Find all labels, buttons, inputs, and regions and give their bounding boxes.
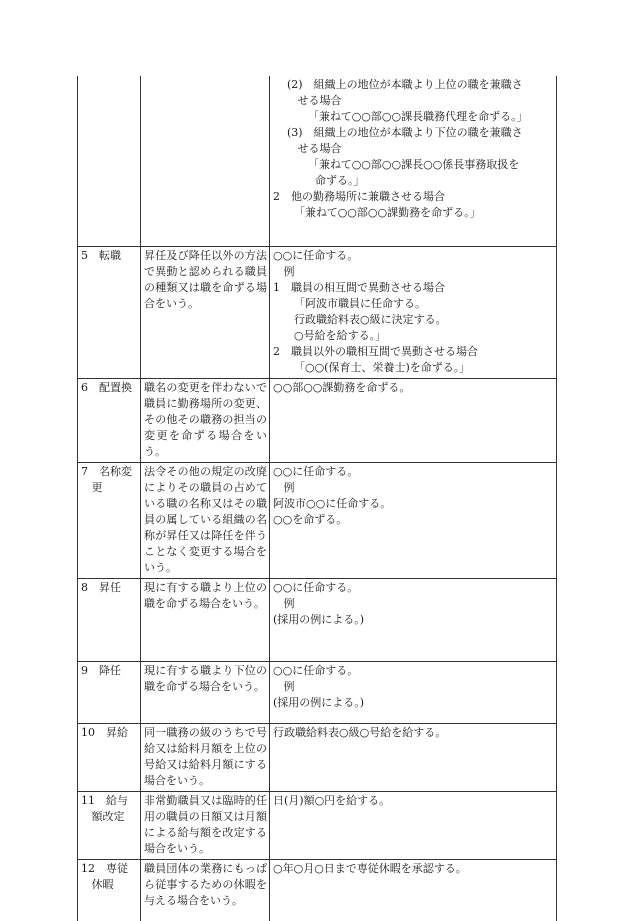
- example-line: ○○を命ずる。: [273, 512, 348, 526]
- example-line: 「兼ねて○○部○○課長○○係長事務取扱を: [273, 158, 520, 171]
- example-line: せる場合: [273, 94, 342, 107]
- example-line: 例: [273, 679, 295, 693]
- category-cell: [78, 76, 141, 246]
- category-cell: [78, 661, 141, 723]
- category-label: 12 専従 休暇: [81, 861, 128, 891]
- example-line: 「阿波市職員に任命する。: [273, 296, 426, 310]
- example-cell: [270, 246, 557, 378]
- example-line: ○○に任命する。: [273, 464, 359, 478]
- description-text: 法令その他の規定の改廃によりその職員の占めている職の名称又はその職員の属している組織の名称が昇任又は降任を伴うことなく変更する場合をいう。: [144, 464, 267, 574]
- description-text: 同一職務の級のうちで号給又は給料月額を上位の号給又は給料月額にする場合をいう。: [144, 725, 267, 787]
- description-text: 非常勤職員又は臨時的任用の職員の日額又は月額による給与額を改定する場合をいう。: [144, 793, 267, 855]
- example-cell: [270, 661, 557, 723]
- table-row: [78, 723, 557, 791]
- example-line: 例: [273, 596, 295, 610]
- example-line: 命ずる。」: [273, 174, 365, 187]
- example-cell: [270, 859, 557, 921]
- category-cell: [78, 723, 141, 791]
- table-body: [78, 76, 557, 921]
- description-text: 職名の変更を伴わないで職員に勤務場所の変更、その他その職務の担当の変更を命ずる場合をいう。: [144, 380, 267, 458]
- table-row: [78, 661, 557, 723]
- example-line: ○○に任命する。: [273, 248, 359, 262]
- table-row: [78, 791, 557, 859]
- category-cell: [78, 246, 141, 378]
- example-line: (採用の例による。): [273, 612, 365, 626]
- category-label: 7 名称変 更: [81, 464, 132, 494]
- category-cell: [78, 462, 141, 578]
- example-line: せる場合: [273, 142, 342, 155]
- example-line: (3) 組織上の地位が本職より下位の職を兼職さ: [273, 126, 523, 139]
- example-line: 行政職給料表○級○号給を給する。: [273, 725, 447, 739]
- category-cell: [78, 791, 141, 859]
- example-line: 2 職員以外の職相互間で異動させる場合: [273, 344, 478, 358]
- example-cell: [270, 723, 557, 791]
- description-cell: [141, 791, 270, 859]
- example-line: 例: [273, 480, 295, 494]
- example-line: 日(月)額○円を給する。: [273, 793, 391, 807]
- description-cell: [141, 723, 270, 791]
- description-cell: [141, 246, 270, 378]
- example-cell: [270, 378, 557, 462]
- description-text: 現に有する職より上位の職を命ずる場合をいう。: [144, 580, 267, 610]
- example-line: 「○○(保育士、栄養士)を命ずる。」: [273, 360, 471, 374]
- example-line: 阿波市○○に任命する。: [273, 496, 392, 510]
- category-label: 9 降任: [81, 663, 121, 677]
- example-line: ○年○月○日まで専従休暇を承認する。: [273, 861, 467, 875]
- example-line: ○○部○○課勤務を命ずる。: [273, 380, 411, 394]
- example-line: 1 職員の相互間で異動させる場合: [273, 280, 445, 294]
- description-text: 昇任及び降任以外の方法で異動と認められる職員の種類又は職を命ずる場合をいう。: [144, 248, 267, 310]
- description-cell: [141, 859, 270, 921]
- category-cell: [78, 859, 141, 921]
- description-text: 職員団体の業務にもっぱら従事するための休暇を与える場合をいう。: [144, 861, 267, 907]
- example-line: 「兼ねて○○部○○課勤務を命ずる。」: [273, 206, 481, 219]
- category-label: 8 昇任: [81, 580, 121, 594]
- example-line: 例: [273, 264, 295, 278]
- category-label: 10 昇給: [81, 725, 128, 739]
- example-cell: [270, 462, 557, 578]
- category-label: 5 転職: [81, 248, 121, 262]
- category-cell: [78, 378, 141, 462]
- example-cell: [270, 791, 557, 859]
- category-cell: [78, 578, 141, 661]
- table-row: [78, 76, 557, 246]
- description-cell: [141, 578, 270, 661]
- description-cell: [141, 378, 270, 462]
- table-row: [78, 462, 557, 578]
- category-label: 6 配置換: [81, 380, 132, 394]
- example-cell: [270, 76, 557, 246]
- table-row: [78, 578, 557, 661]
- category-label: 11 給与 額改定: [81, 793, 128, 823]
- table-row: [78, 859, 557, 921]
- description-cell: [141, 462, 270, 578]
- table-row: [78, 378, 557, 462]
- example-line: 行政職給料表○級に決定する。: [273, 312, 447, 326]
- personnel-action-table: [77, 76, 557, 921]
- example-cell: [270, 578, 557, 661]
- description-cell: [141, 661, 270, 723]
- example-line: 「兼ねて○○部○○課長職務代理を命ずる。」: [273, 110, 528, 123]
- example-line: ○○に任命する。: [273, 663, 359, 677]
- table-row: [78, 246, 557, 378]
- example-line: ○号給を給する。」: [273, 328, 387, 342]
- example-line: (採用の例による。): [273, 695, 365, 709]
- example-line: 2 他の勤務場所に兼職させる場合: [273, 190, 445, 203]
- example-line: ○○に任命する。: [273, 580, 359, 594]
- description-text: 現に有する職より下位の職を命ずる場合をいう。: [144, 663, 267, 693]
- description-cell: [141, 76, 270, 246]
- example-line: (2) 組織上の地位が本職より上位の職を兼職さ: [273, 78, 523, 91]
